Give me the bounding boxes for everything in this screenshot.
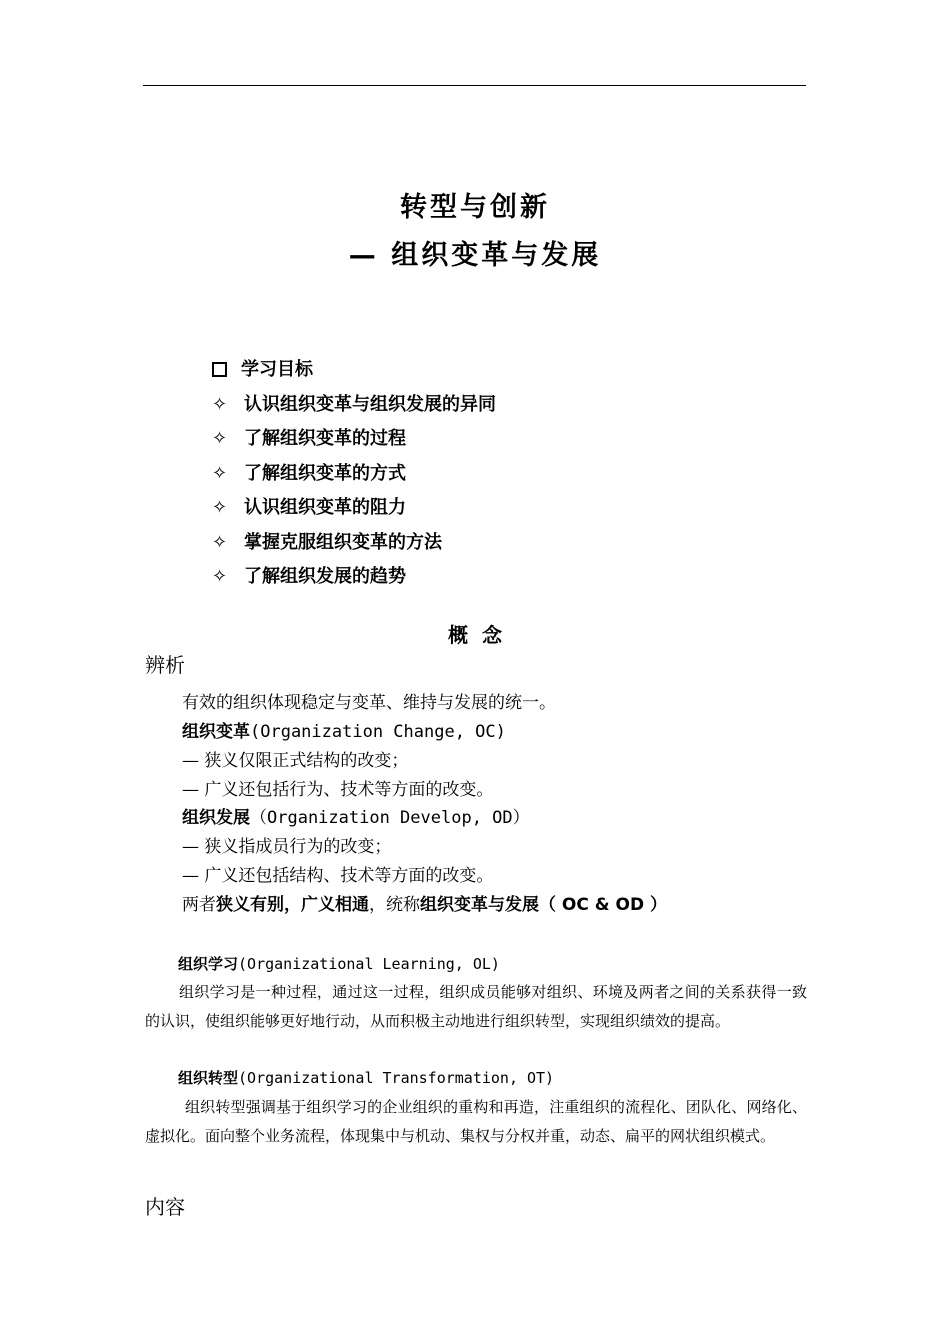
summary-part: ，统称 — [369, 895, 420, 915]
header-rule — [143, 85, 806, 86]
analysis-summary — [182, 893, 667, 917]
star-bullet-icon: ✧ — [212, 566, 228, 587]
objective-label: 认识组织变革与组织发展的异同 — [244, 394, 496, 415]
checkbox-square-icon — [212, 362, 227, 377]
objectives-heading — [212, 358, 313, 382]
ol-paragraph: 组织学习是一种过程，通过这一过程，组织成员能够对组织、环境及两者之间的关系获得一致的认识，使组织能够更好地行动，从而积极主动地进行组织转型，实现组织绩效的提高。 — [145, 983, 807, 1030]
ot-term: 组织转型 — [178, 1069, 239, 1087]
od-narrow: — 狭义指成员行为的改变； — [182, 837, 392, 857]
star-bullet-icon: ✧ — [212, 532, 228, 553]
concepts-heading: 概 念 — [448, 623, 502, 647]
oc-term: 组织变革 — [182, 722, 250, 742]
summary-part: 两者 — [182, 895, 216, 915]
objective-item — [212, 427, 406, 451]
od-english: （Organization Develop, OD） — [250, 808, 530, 828]
ot-english: (Organizational Transformation, OT) — [238, 1069, 555, 1087]
ol-english: (Organizational Learning, OL) — [238, 955, 500, 973]
objective-label: 认识组织变革的阻力 — [244, 497, 406, 518]
doc-subtitle: — 组织变革与发展 — [348, 240, 602, 271]
oc-definition — [182, 720, 506, 744]
summary-bold: 组织变革与发展（ OC & OD ） — [420, 895, 667, 915]
star-bullet-icon: ✧ — [212, 497, 228, 518]
ol-definition — [178, 952, 500, 976]
ol-term: 组织学习 — [178, 955, 239, 973]
analysis-intro: 有效的组织体现稳定与变革、维持与发展的统一。 — [182, 693, 556, 713]
objective-item — [212, 462, 406, 486]
content-heading: 内容 — [145, 1195, 185, 1219]
objective-label: 了解组织变革的过程 — [244, 428, 406, 449]
ot-paragraph: 组织转型强调基于组织学习的企业组织的重构和再造，注重组织的流程化、团队化、网络化、虚拟化。面向整个业务流程，体现集中与机动、集权与分权并重，动态、扁平的网状组织模式。 — [145, 1098, 807, 1145]
objective-item — [212, 496, 406, 520]
objective-item — [212, 531, 442, 555]
od-term: 组织发展 — [182, 808, 250, 828]
analysis-heading: 辨析 — [145, 653, 185, 677]
objective-item — [212, 393, 496, 417]
objective-label: 掌握克服组织变革的方法 — [244, 532, 442, 553]
objectives-heading-label: 学习目标 — [241, 359, 313, 380]
od-definition — [182, 806, 530, 830]
oc-broad: — 广义还包括行为、技术等方面的改变。 — [182, 780, 494, 800]
star-bullet-icon: ✧ — [212, 428, 228, 449]
oc-english: (Organization Change, OC) — [250, 722, 506, 742]
objective-label: 了解组织变革的方式 — [244, 463, 406, 484]
doc-title: 转型与创新 — [400, 192, 550, 223]
objective-label: 了解组织发展的趋势 — [244, 566, 406, 587]
ot-definition — [178, 1066, 554, 1090]
oc-narrow: — 狭义仅限正式结构的改变； — [182, 751, 409, 771]
star-bullet-icon: ✧ — [212, 394, 228, 415]
star-bullet-icon: ✧ — [212, 463, 228, 484]
od-broad: — 广义还包括结构、技术等方面的改变。 — [182, 866, 494, 886]
summary-bold: 狭义有别，广义相通 — [216, 895, 369, 915]
objective-item — [212, 565, 406, 589]
